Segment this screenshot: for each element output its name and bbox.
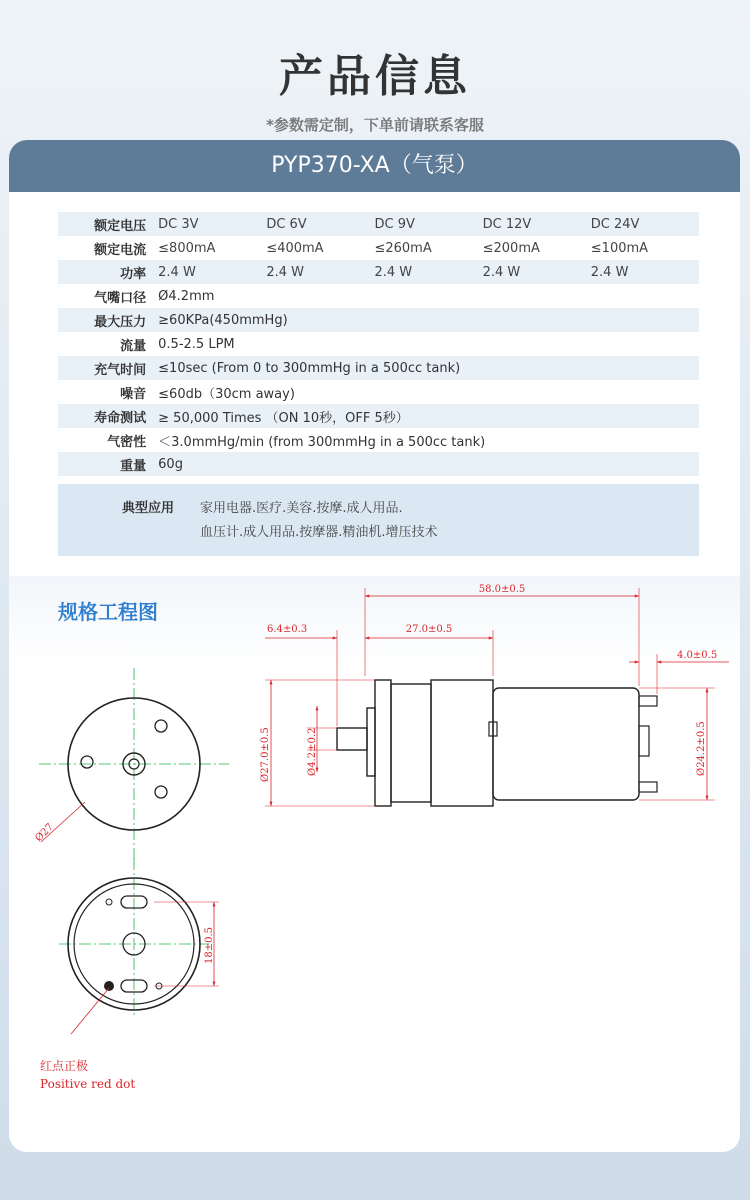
body-length-label: 27.0±0.5 [405, 624, 453, 635]
spec-label: 流量 [120, 338, 147, 354]
screw-hole [155, 786, 167, 798]
engineering-drawing [9, 576, 740, 1152]
vent-hole [106, 899, 112, 905]
table-row [58, 452, 699, 476]
spec-value: DC 3V [158, 212, 266, 236]
spec-value: 2.4 W [266, 260, 374, 284]
spec-value: 2.4 W [374, 260, 482, 284]
page-subtitle: *参数需定制，下单前请联系客服 [266, 116, 484, 134]
spec-label: 重量 [58, 452, 158, 476]
spec-label: 气密性 [107, 434, 147, 450]
spec-value: Ø4.2mm [158, 288, 215, 304]
spec-label: 噪音 [120, 386, 147, 402]
spec-value: 2.4 W [158, 260, 266, 284]
spec-label: 充气时间 [58, 356, 158, 380]
spec-label: 额定电流 [94, 242, 147, 258]
spec-value: ≤400mA [266, 240, 324, 256]
hole-spacing-label: 18±0.5 [204, 926, 215, 964]
pump-cap [375, 680, 391, 806]
table-row [58, 308, 699, 332]
rear-view [40, 858, 219, 1091]
spec-label: 功率 [58, 260, 158, 284]
spec-value: DC 24V [591, 212, 699, 236]
spec-value: ≤10sec (From 0 to 300mmHg in a 500cc tank) [158, 356, 699, 380]
spec-value: ≤800mA [158, 240, 216, 256]
positive-red-dot [104, 981, 114, 991]
terminal-bottom [639, 782, 657, 792]
application-box [58, 484, 699, 556]
screw-hole [155, 720, 167, 732]
table-row [58, 356, 699, 380]
motor-diameter-label: Ø24.2±0.5 [696, 721, 707, 776]
front-view [33, 668, 229, 866]
motor-endcap [639, 726, 649, 756]
spec-value: 2.4 W [483, 260, 591, 284]
positive-note-cn: 红点正极 [40, 1059, 89, 1073]
screw-hole [81, 756, 93, 768]
terminal-label: 4.0±0.5 [677, 650, 718, 661]
table-row [58, 260, 699, 284]
spec-value: ≤60db（30cm away) [158, 386, 295, 402]
side-view [260, 584, 729, 806]
body-diameter-label: Ø27.0±0.5 [260, 727, 271, 782]
nozzle-outline [337, 728, 367, 750]
section-title: 规格工程图 [58, 600, 158, 624]
table-row [58, 428, 699, 452]
spec-value: ≥60KPa(450mmHg) [158, 308, 699, 332]
front-diameter-label: Ø27 [33, 821, 56, 845]
spec-value: ＜3.0mmHg/min (from 300mmHg in a 500cc tank) [158, 434, 486, 450]
page-title: 产品信息 [279, 51, 471, 102]
spec-value: DC 6V [266, 212, 374, 236]
spec-table [58, 212, 699, 476]
spec-value: 2.4 W [591, 260, 699, 284]
pump-flange [367, 708, 375, 776]
nozzle-length-label: 6.4±0.3 [267, 624, 308, 635]
leader-line [71, 988, 109, 1034]
spec-value: 60g [158, 452, 699, 476]
spec-value: 0.5-2.5 LPM [158, 336, 235, 352]
spec-label: 额定电压 [58, 212, 158, 236]
application-line-2: 血压计.成人用品.按摩器.精油机.增压技术 [200, 525, 438, 540]
spec-value: DC 9V [374, 212, 482, 236]
application-label: 典型应用 [122, 501, 175, 516]
motor-body [493, 688, 639, 800]
spec-label: 气嘴口径 [94, 290, 147, 306]
spec-label: 最大压力 [58, 308, 158, 332]
spec-value: ≤260mA [374, 240, 432, 256]
product-name: PYP370-XA（气泵） [9, 140, 740, 192]
table-row [58, 212, 699, 236]
table-row [58, 236, 699, 260]
table-row [58, 284, 699, 308]
table-row [58, 380, 699, 404]
engineering-section [9, 576, 740, 1152]
total-length-label: 58.0±0.5 [478, 584, 526, 595]
positive-note-en: Positive red dot [40, 1077, 136, 1091]
application-line-1: 家用电器.医疗.美容.按摩.成人用品. [200, 501, 403, 516]
spec-label: 寿命测试 [58, 404, 158, 428]
spec-value: DC 12V [483, 212, 591, 236]
terminal-top [639, 696, 657, 706]
pump-body [391, 684, 431, 802]
nozzle-diameter-label: Ø4.2±0.2 [307, 727, 318, 776]
pump-housing [431, 680, 493, 806]
table-row [58, 332, 699, 356]
spec-value: ≤100mA [590, 240, 649, 256]
table-row [58, 404, 699, 428]
spec-value: ≤200mA [482, 240, 540, 256]
spec-value: ≥ 50,000 Times （ON 10秒，OFF 5秒） [158, 404, 699, 428]
product-card [9, 140, 740, 1152]
